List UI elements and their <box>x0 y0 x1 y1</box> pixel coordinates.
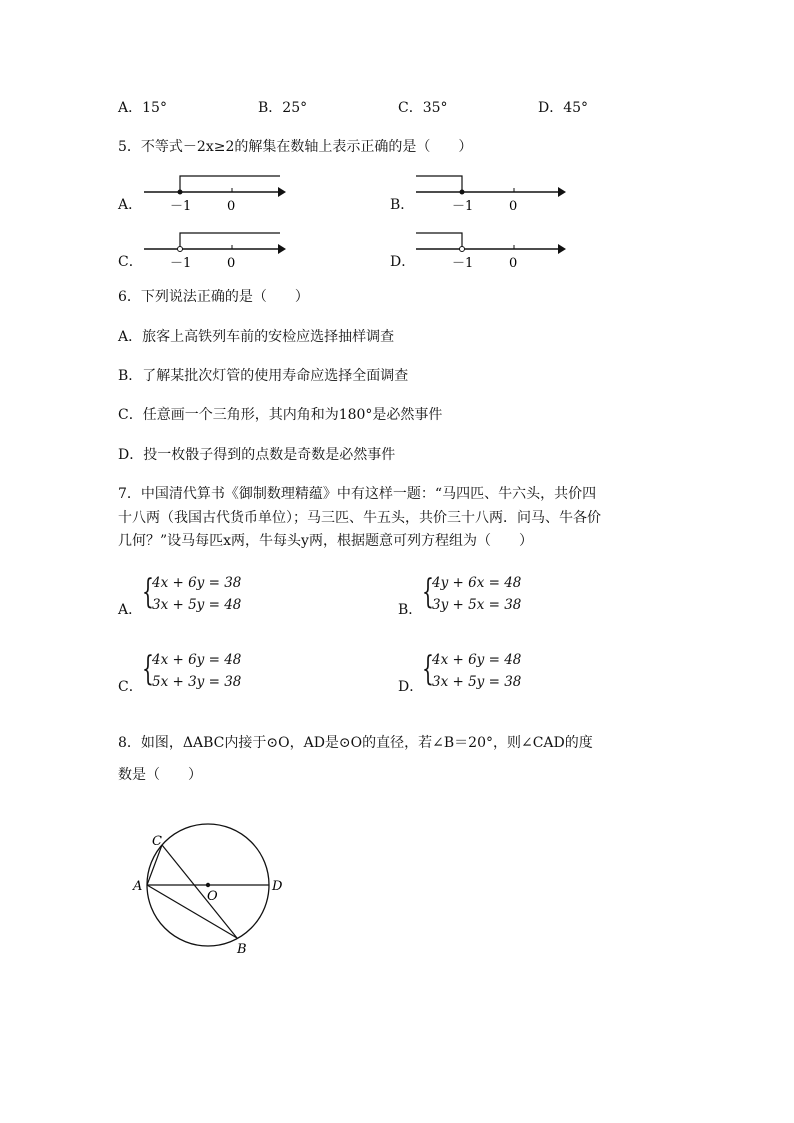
closed-point <box>460 190 465 195</box>
q6-option-c: C．任意画一个三角形，其内角和为180°是必然事件 <box>118 407 443 423</box>
tick-label-minus1: －1 <box>170 199 192 214</box>
solution-bracket <box>416 176 462 192</box>
q5-option-c-letter: C． <box>118 254 143 270</box>
brace-icon: { <box>142 649 154 689</box>
axis-arrow <box>278 244 286 254</box>
q4-option-a: A．15° <box>118 100 167 116</box>
q6-stem: 6．下列说法正确的是（ ） <box>118 289 309 305</box>
q5-option-d-letter: D． <box>390 254 416 270</box>
q7-option-d-eq1: 4x + 6y = 48 <box>432 652 522 668</box>
q5-number-line-d <box>412 227 572 273</box>
q7-option-b-eq1: 4y + 6x = 48 <box>432 575 522 591</box>
q7-stem-line-3: 几何？”设马每匹x两，牛每头y两，根据题意可列方程组为（ ） <box>118 533 533 549</box>
q5-option-a-letter: A． <box>118 197 143 213</box>
open-point <box>178 247 183 252</box>
label-o: O <box>207 889 218 904</box>
axis-arrow <box>558 244 566 254</box>
q7-option-c-eq2: 5x + 3y = 38 <box>152 674 242 690</box>
chord-ac <box>147 845 162 885</box>
chord-ab <box>147 885 237 938</box>
q6-option-d: D．投一枚骰子得到的点数是奇数是必然事件 <box>118 447 396 463</box>
q7-option-b-eq2: 3y + 5x = 38 <box>432 597 522 613</box>
q7-option-c-letter: C． <box>118 679 143 695</box>
label-b: B <box>237 942 247 957</box>
label-c: C <box>152 834 162 849</box>
center-point <box>206 883 210 887</box>
q5-option-b-letter: B． <box>390 197 415 213</box>
q7-stem-line-1: 7．中国清代算书《御制数理精蕴》中有这样一题：“马四匹、牛六头，共价四 <box>118 486 597 502</box>
chord-cb <box>162 845 237 938</box>
q8-stem-line-2: 数是（ ） <box>118 767 202 783</box>
brace-icon: { <box>422 649 434 689</box>
q7-option-a-eq2: 3x + 5y = 48 <box>152 597 242 613</box>
q7-option-a-letter: A． <box>118 602 143 618</box>
brace-icon: { <box>142 572 154 612</box>
label-d: D <box>272 879 283 894</box>
open-point <box>460 247 465 252</box>
solution-bracket <box>180 233 280 247</box>
q7-option-c-eq1: 4x + 6y = 48 <box>152 652 242 668</box>
q7-option-d-eq2: 3x + 5y = 38 <box>432 674 522 690</box>
q7-option-d-letter: D． <box>398 679 424 695</box>
q4-option-c: C．35° <box>398 100 448 116</box>
q6-option-b: B．了解某批次灯管的使用寿命应选择全面调查 <box>118 368 409 384</box>
axis-arrow <box>558 187 566 197</box>
tick-label-zero: 0 <box>227 256 236 271</box>
tick-label-minus1: －1 <box>452 199 474 214</box>
q8-stem-line-1: 8．如图，ΔABC内接于⊙O，AD是⊙O的直径，若∠B＝20°，则∠CAD的度 <box>118 735 593 751</box>
solution-bracket <box>180 176 280 192</box>
q4-option-b: B．25° <box>258 100 308 116</box>
q4-option-d: D．45° <box>538 100 589 116</box>
q6-option-a: A．旅客上高铁列车前的安检应选择抽样调查 <box>118 329 395 345</box>
solution-bracket <box>416 233 462 247</box>
q5-number-line-b <box>412 170 572 216</box>
q7-option-b-letter: B． <box>398 602 423 618</box>
q7-stem-line-2: 十八两（我国古代货币单位）；马三匹、牛五头，共价三十八两．问马、牛各价 <box>118 510 601 526</box>
q8-circle-figure <box>125 815 295 960</box>
tick-label-zero: 0 <box>509 199 518 214</box>
q5-number-line-a <box>140 170 290 216</box>
q5-stem: 5．不等式－2x≥2的解集在数轴上表示正确的是（ ） <box>118 139 473 155</box>
axis-arrow <box>278 187 286 197</box>
q5-number-line-c <box>140 227 290 273</box>
closed-point <box>178 190 183 195</box>
q7-option-a-eq1: 4x + 6y = 38 <box>152 575 242 591</box>
brace-icon: { <box>422 572 434 612</box>
tick-label-zero: 0 <box>227 199 236 214</box>
tick-label-minus1: －1 <box>452 256 474 271</box>
tick-label-zero: 0 <box>509 256 518 271</box>
tick-label-minus1: －1 <box>170 256 192 271</box>
label-a: A <box>133 879 143 894</box>
